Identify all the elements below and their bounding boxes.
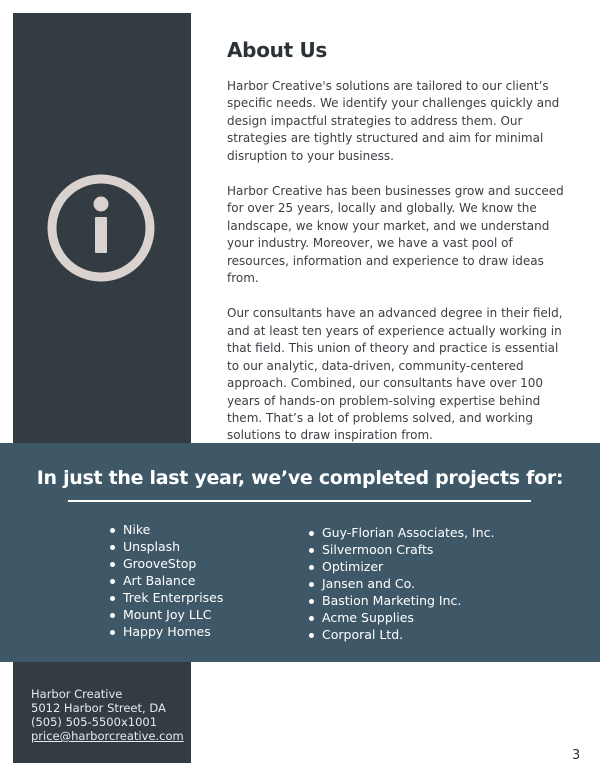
list-item: Nike	[108, 521, 223, 538]
list-item: Acme Supplies	[307, 609, 495, 626]
projects-title: In just the last year, we’ve completed projects for:	[36, 467, 564, 489]
about-section	[227, 38, 572, 463]
list-item: Bastion Marketing Inc.	[307, 592, 495, 609]
about-paragraph-3: Our consultants have an advanced degree in their field, and at least ten years of experience actually working in that field. This union of theory and practice is essential to our analytic, data-driven, community-centered approach. Combined, our consultants have over 100 years of hands-on problem-solving expertise behind them. That’s a lot of problems solved, and working solutions to draw inspiration from.	[227, 306, 563, 443]
contact-address: 5012 Harbor Street, DA	[31, 701, 166, 715]
list-item: Silvermoon Crafts	[307, 541, 495, 558]
contact-company: Harbor Creative	[31, 687, 123, 701]
list-item: Happy Homes	[108, 623, 223, 640]
info-icon	[44, 171, 158, 285]
contact-block	[31, 687, 184, 743]
client-list-left	[108, 521, 223, 640]
contact-email-link[interactable]: price@harborcreative.com	[31, 729, 184, 743]
client-list-right	[307, 524, 495, 643]
list-item: Guy-Florian Associates, Inc.	[307, 524, 495, 541]
about-paragraph-2: Harbor Creative has been businesses grow and succeed for over 25 years, locally and globally. We know the landscape, we know your market, and we understand your industry. Moreover, we have a vast pool of resources, information and experience to draw ideas from.	[227, 184, 564, 286]
contact-phone: (505) 505-5500x1001	[31, 715, 158, 729]
list-item: Unsplash	[108, 538, 223, 555]
page-number: 3	[572, 748, 581, 763]
projects-divider	[68, 500, 531, 502]
list-item: Jansen and Co.	[307, 575, 495, 592]
list-item: Mount Joy LLC	[108, 606, 223, 623]
list-item: Trek Enterprises	[108, 589, 223, 606]
about-title: About Us	[227, 38, 328, 62]
list-item: Art Balance	[108, 572, 223, 589]
list-item: GrooveStop	[108, 555, 223, 572]
about-paragraph-1: Harbor Creative's solutions are tailored to our client’s specific needs. We identify your challenges quickly and design impactful strategies to address them. Our strategies are tightly structured and aim for minimal disruption to your business.	[227, 79, 560, 163]
list-item: Optimizer	[307, 558, 495, 575]
list-item: Corporal Ltd.	[307, 626, 495, 643]
